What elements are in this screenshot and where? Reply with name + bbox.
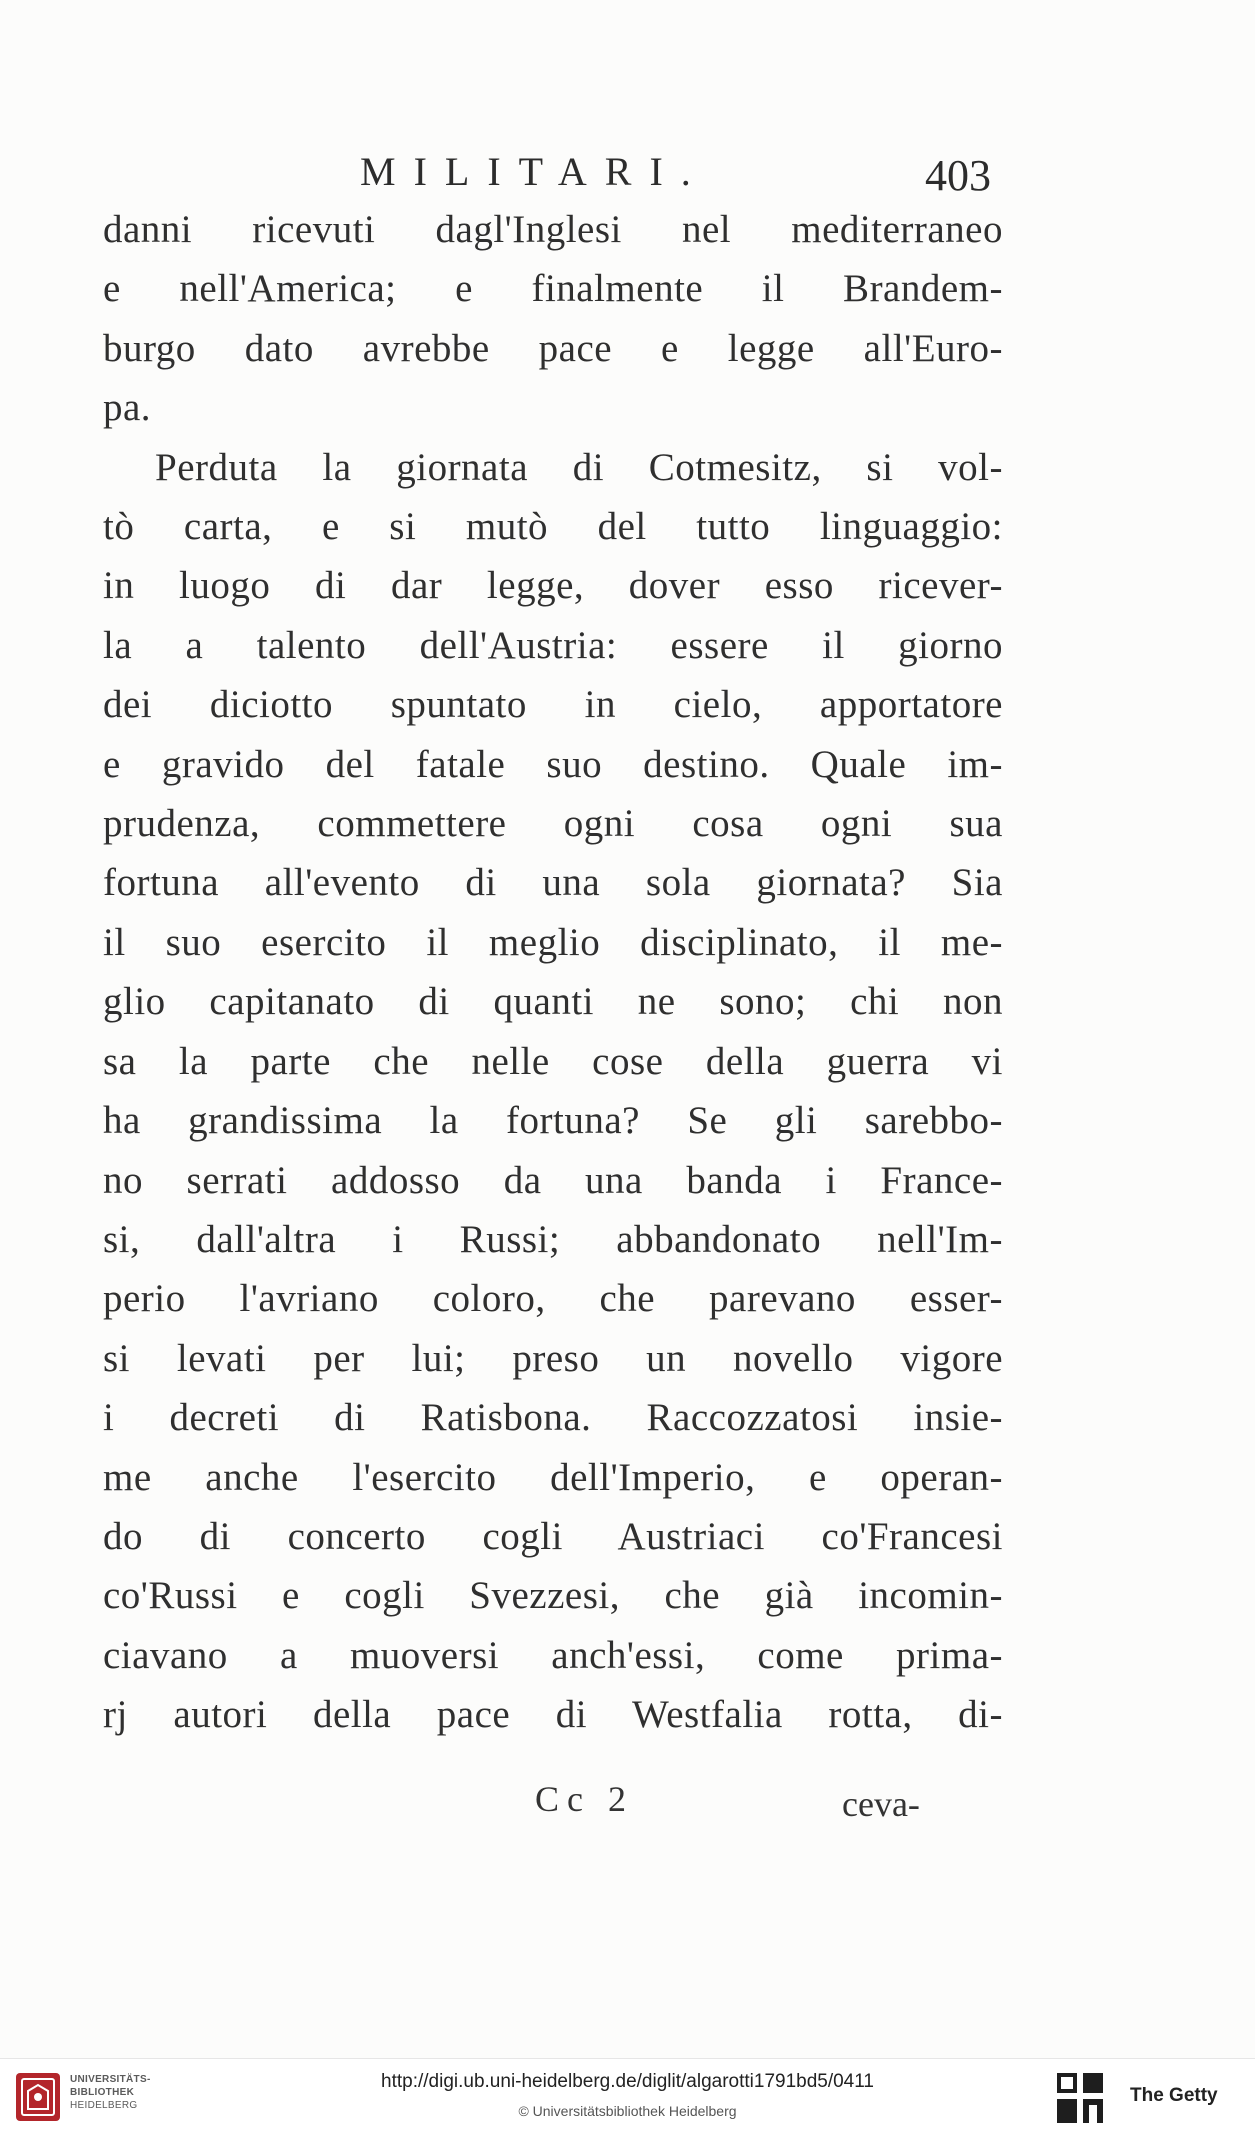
text-line: no serrati addosso da una banda i France- [103, 1158, 1003, 1202]
permalink[interactable]: http://digi.ub.uni-heidelberg.de/diglit/algarotti1791bd5/0411 [381, 2071, 874, 2092]
text-line: e gravido del fatale suo destino. Quale im- [103, 742, 1003, 786]
text-line: tò carta, e si mutò del tutto linguaggio: [103, 505, 1003, 549]
text-line: il suo esercito il meglio disciplinato, il me- [103, 920, 1003, 964]
text-line: burgo dato avrebbe pace e legge all'Euro- [103, 326, 1003, 370]
text-line: in luogo di dar legge, dover esso ricever- [103, 564, 1003, 608]
text-line: sa la parte che nelle cose della guerra vi [103, 1039, 1003, 1083]
text-line: dei diciotto spuntato in cielo, apportatore [103, 683, 1003, 727]
text-line: fortuna all'evento di una sola giornata? Sia [103, 861, 1003, 905]
text-line: si, dall'altra i Russi; abbandonato nell'Im- [103, 1217, 1003, 1261]
page-number: 403 [925, 151, 991, 200]
text-line: do di concerto cogli Austriaci co'Francesi [103, 1514, 1003, 1558]
text-line: glio capitanato di quanti ne sono; chi non [103, 980, 1003, 1024]
text-line: danni ricevuti dagl'Inglesi nel mediterraneo [103, 208, 1003, 251]
catchword: ceva- [842, 1784, 920, 1824]
text-line: ha grandissima la fortuna? Se gli sarebbo- [103, 1099, 1003, 1143]
text-line: i decreti di Ratisbona. Raccozzatosi insie- [103, 1396, 1003, 1440]
body-text [103, 200, 1003, 1745]
viewer-footer [0, 2058, 1255, 2138]
running-head: MILITARI. [360, 149, 709, 194]
text-line: e nell'America; e finalmente il Brandem- [103, 267, 1003, 311]
text-line: la a talento dell'Austria: essere il giorno [103, 623, 1003, 667]
text-line: prudenza, commettere ogni cosa ogni sua [103, 802, 1003, 846]
text-line: si levati per lui; preso un novello vigore [103, 1336, 1003, 1380]
text-line: ciavano a muoversi anch'essi, come prima- [103, 1633, 1003, 1677]
university-name: UNIVERSITÄTS- BIBLIOTHEK HEIDELBERG [70, 2074, 151, 2111]
text-line: perio l'avriano coloro, che parevano esser- [103, 1277, 1003, 1321]
text-line: Perduta la giornata di Cotmesitz, si vol- [155, 445, 1003, 489]
text-line: me anche l'esercito dell'Imperio, e operan- [103, 1455, 1003, 1499]
getty-logo-icon [1055, 2071, 1107, 2127]
text-line: co'Russi e cogli Svezzesi, che già incomin- [103, 1574, 1003, 1618]
signature-mark: Cc 2 [535, 1779, 634, 1819]
copyright-notice: © Universitätsbibliothek Heidelberg [518, 2103, 737, 2119]
text-line: rj autori della pace di Westfalia rotta, di- [103, 1693, 1003, 1737]
text-line: pa. [103, 386, 152, 430]
getty-name: The Getty [1130, 2085, 1218, 2106]
